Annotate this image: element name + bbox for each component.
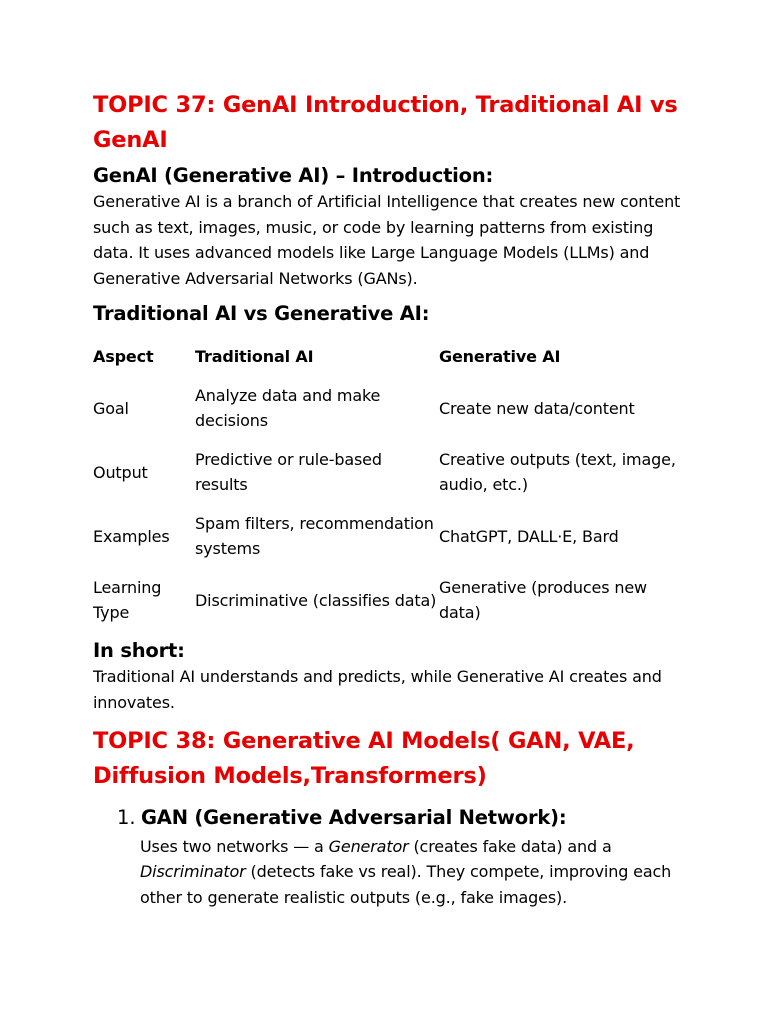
table-header-generative: Generative AI bbox=[439, 347, 561, 367]
gan-text-part: Uses two networks — a bbox=[140, 836, 329, 856]
table-cell: Predictive or rule-based results bbox=[195, 450, 382, 495]
table-cell: Analyze data and make decisions bbox=[195, 386, 381, 431]
table-cell: Creative outputs (text, image, audio, etc.) bbox=[439, 450, 676, 495]
gan-heading: GAN (Generative Adversarial Network): bbox=[141, 805, 567, 829]
table-cell: Output bbox=[93, 462, 148, 482]
gan-text-part: (creates fake data) and a bbox=[408, 836, 612, 856]
topic-38-title: TOPIC 38: Generative AI Models( GAN, VAE, Diffusion Models,Transformers) bbox=[93, 727, 635, 789]
table-header-traditional: Traditional AI bbox=[195, 347, 314, 367]
table-cell: Create new data/content bbox=[439, 398, 635, 418]
generator-term: Generator bbox=[328, 836, 409, 856]
table-cell: Generative (produces new data) bbox=[439, 578, 647, 623]
document-page bbox=[93, 88, 683, 910]
table-row bbox=[93, 376, 683, 440]
comparison-heading: Traditional AI vs Generative AI: bbox=[93, 302, 430, 326]
table-cell: Learning Type bbox=[93, 578, 162, 623]
in-short-heading: In short: bbox=[93, 639, 185, 663]
gan-heading-row bbox=[117, 804, 683, 832]
table-header-aspect: Aspect bbox=[93, 347, 154, 367]
table-cell: Discriminative (classifies data) bbox=[195, 590, 437, 610]
table-row bbox=[93, 568, 683, 632]
in-short-paragraph: Traditional AI understands and predicts, while Generative AI creates and innovates. bbox=[93, 667, 662, 712]
table-cell: Goal bbox=[93, 398, 129, 418]
topic-37-title: TOPIC 37: GenAI Introduction, Traditional AI vs GenAI bbox=[93, 92, 678, 153]
gan-list-item bbox=[93, 804, 683, 911]
table-cell: Examples bbox=[93, 526, 170, 546]
intro-heading: GenAI (Generative AI) – Introduction: bbox=[93, 164, 494, 187]
intro-paragraph: Generative AI is a branch of Artificial Intelligence that creates new content such as text, images, music, or code by learning patterns from existing data. It uses advanced models like Large Language Models (LLMs) and Generative Adversarial Networks (GANs). bbox=[93, 192, 681, 288]
table-cell: ChatGPT, DALL·E, Bard bbox=[439, 526, 619, 546]
list-number: 1. bbox=[117, 805, 136, 829]
table-cell: Spam filters, recommendation systems bbox=[195, 514, 434, 559]
table-header-row bbox=[93, 339, 683, 376]
comparison-table bbox=[93, 339, 683, 632]
table-row bbox=[93, 440, 683, 504]
table-row bbox=[93, 504, 683, 568]
discriminator-term: Discriminator bbox=[140, 862, 246, 882]
gan-text-part: (detects fake vs real). They compete, improving each other to generate realistic outputs (e.g., fake images). bbox=[140, 862, 672, 907]
gan-description bbox=[140, 834, 683, 911]
